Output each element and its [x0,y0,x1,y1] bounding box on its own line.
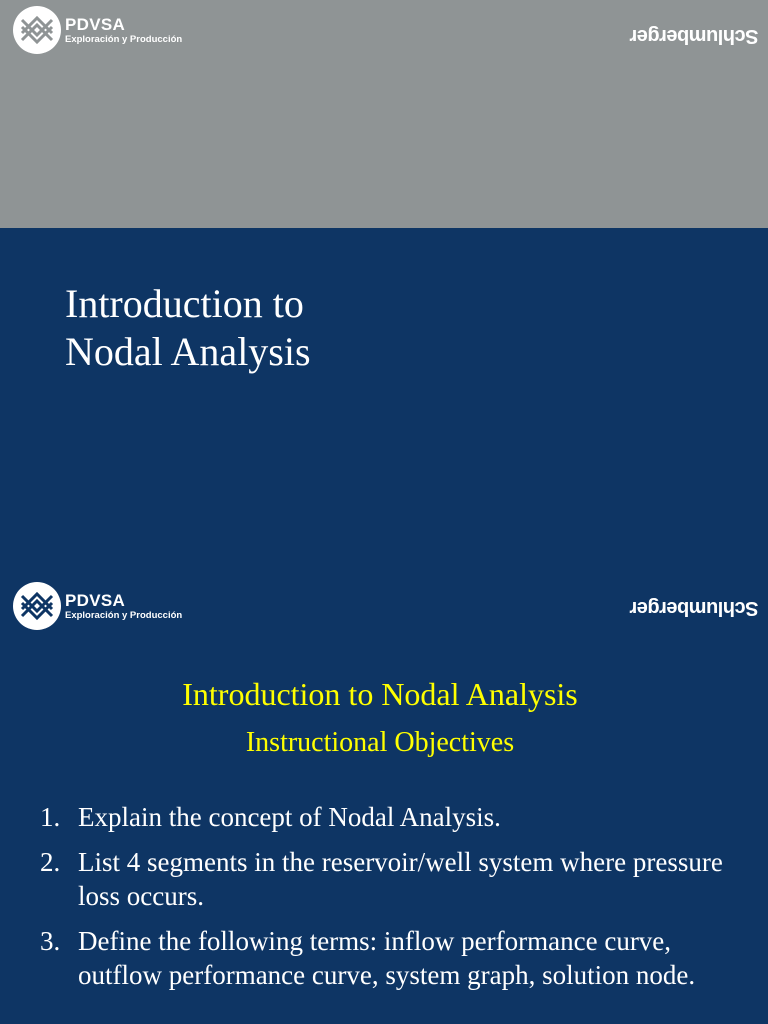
pdvsa-logo-name: PDVSA [65,14,126,34]
schlumberger-logo: Schlumberger [630,25,759,47]
objectives-list [40,800,740,1003]
pdvsa-logo-subtitle: Exploración y Producción [65,609,183,621]
list-item-text: Explain the concept of Nodal Analysis. [78,802,501,832]
slide2-title: Introduction to Nodal Analysis [182,676,578,712]
slide1-body [0,228,768,540]
pdvsa-logo-2 [12,581,182,631]
list-item [40,924,740,992]
list-item-number: 3. [40,926,61,956]
list-item-number: 1. [40,802,61,832]
list-item-text: List 4 segments in the reservoir/well system where pressure loss occurs. [78,847,723,911]
slide1-title [65,280,311,376]
pdvsa-logo-subtitle: Exploración y Producción [65,33,183,45]
list-item-text: Define the following terms: inflow performance curve, outflow performance curve, system graph, solution node. [78,926,696,990]
slide2-subtitle: Instructional Objectives [245,727,515,758]
slide1-title-line2: Nodal Analysis [65,329,311,374]
pdvsa-logo-mark-icon [12,581,62,631]
pdvsa-logo-name: PDVSA [65,590,126,610]
pdvsa-logo [12,5,182,55]
list-item [40,845,740,913]
schlumberger-logo-2: Schlumberger [630,597,759,619]
list-item [40,800,740,834]
list-item-number: 2. [40,847,61,877]
slide1-title-line1: Introduction to [65,281,304,326]
pdvsa-logo-mark-icon [12,5,62,55]
